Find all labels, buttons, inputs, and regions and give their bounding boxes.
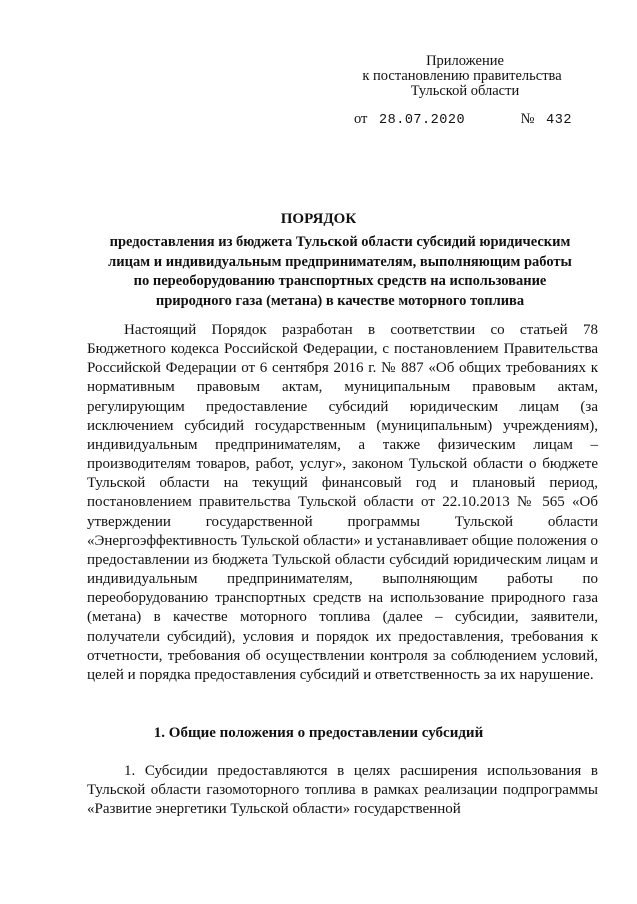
section-paragraph: 1. Субсидии предоставляются в целях расширения использования в Тульской области газомоторного топлива в рамках реализации подпрограммы «Развитие энергетики Тульской области» государственной (87, 763, 598, 818)
document-date-number (354, 111, 572, 128)
section-heading: 1. Общие положения о предоставлении субсидий (153, 725, 484, 741)
number-label: № (520, 111, 535, 127)
subtitle-line: лицам и индивидуальным предпринимателям, выполняющим работы (108, 253, 572, 270)
attachment-line-3: Тульской области (410, 83, 520, 99)
document-subtitle (60, 233, 620, 311)
subtitle-line: предоставления из бюджета Тульской области субсидий юридическим (109, 234, 571, 250)
number-value: 432 (546, 113, 572, 128)
subtitle-line: по переоборудованию транспортных средств на использование (133, 273, 547, 289)
intro-section (87, 321, 598, 685)
date-label: от (354, 111, 368, 127)
attachment-line-1: Приложение (426, 53, 504, 69)
intro-paragraph: Настоящий Порядок разработан в соответствии со статьей 78 Бюджетного кодекса Российской Федерации, с постановлением Правительства Российской Федерации от 6 сентября 2016 г. № 887 «Об общих требованиях к нормативным правовым актам, муниципальным правовым актам, регулирующим предоставление субсидий юридическим лицам (за исключением субсидий государственным (муниципальным) учреждениям), индивидуальным предпринимателям, а также физическим лицам – производителям товаров, работ, услуг», законом Тульской области о бюджете Тульской области на текущий финансовый год и плановый период, постановлением правительства Тульской области от 22.10.2013 № 565 «Об утверждении государственной программы Тульской области «Энергоэффективность Тульской области» и устанавливает общие положения о предоставлении из бюджета Тульской области субсидий юридическим лицам и индивидуальным предпринимателям, выполняющим работы по переоборудованию транспортных средств на использование природного газа (метана) в качестве моторного топлива (далее – субсидии, заявители, получатели субсидий), условия и порядок их предоставления, требования к отчетности, требования об осуществлении контроля за соблюдением условий, целей и порядка предоставления субсидий и ответственность за их нарушение. (87, 322, 598, 683)
subtitle-line: природного газа (метана) в качестве моторного топлива (155, 292, 525, 309)
attachment-header (330, 54, 600, 99)
date-value: 28.07.2020 (379, 113, 466, 128)
attachment-line-2: к постановлению правительства (362, 68, 562, 84)
section-body (87, 762, 598, 819)
document-title: ПОРЯДОК (280, 211, 357, 227)
